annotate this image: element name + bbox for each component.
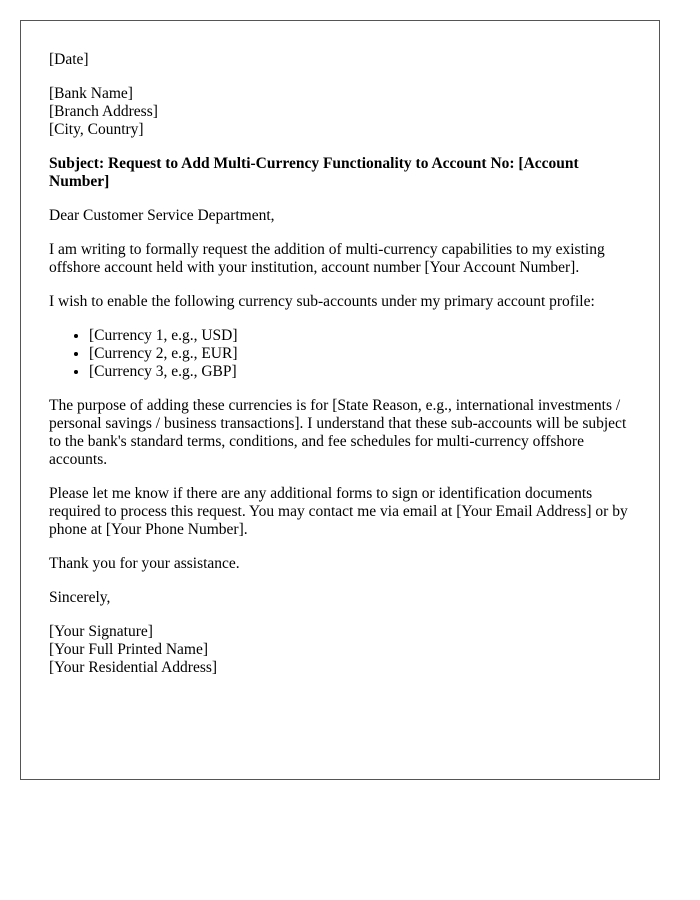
closing-line: Sincerely, — [49, 589, 111, 606]
body-paragraph-3: The purpose of adding these currencies is for [State Reason, e.g., international investments / personal savings / business transactions]. I understand that these sub-accounts will be subject to the bank's standard terms, conditions, and fee schedules for multi-currency offshore accounts. — [49, 397, 627, 468]
letter-page — [20, 20, 660, 780]
currency-item-1: • [Currency 1, e.g., USD] — [89, 327, 631, 345]
currency-item-3: • [Currency 3, e.g., GBP] — [89, 363, 631, 381]
signature-block — [49, 623, 631, 677]
bank-name: [Bank Name] — [49, 85, 133, 102]
body-paragraph-2: I wish to enable the following currency sub-accounts under my primary account profile: — [49, 293, 595, 310]
letter-date: [Date] — [49, 51, 89, 68]
salutation: Dear Customer Service Department, — [49, 207, 275, 224]
residential-address: [Your Residential Address] — [49, 659, 218, 676]
letter-subject: Subject: Request to Add Multi-Currency Functionality to Account No: [Account Number] — [49, 155, 579, 190]
body-paragraph-4: Please let me know if there are any additional forms to sign or identification documents required to process this request. You may contact me via email at [Your Email Address] or by phone at [Your Phone Number]. — [49, 485, 628, 538]
printed-name: [Your Full Printed Name] — [49, 641, 209, 658]
body-paragraph-1: I am writing to formally request the addition of multi-currency capabilities to my existing offshore account held with your institution, account number [Your Account Number]. — [49, 241, 605, 276]
thanks-line: Thank you for your assistance. — [49, 555, 240, 572]
currency-item-2: • [Currency 2, e.g., EUR] — [89, 345, 631, 363]
currency-list — [49, 327, 631, 381]
recipient-address — [49, 85, 631, 139]
signature-placeholder: [Your Signature] — [49, 623, 153, 640]
city-country: [City, Country] — [49, 121, 144, 138]
branch-address: [Branch Address] — [49, 103, 158, 120]
